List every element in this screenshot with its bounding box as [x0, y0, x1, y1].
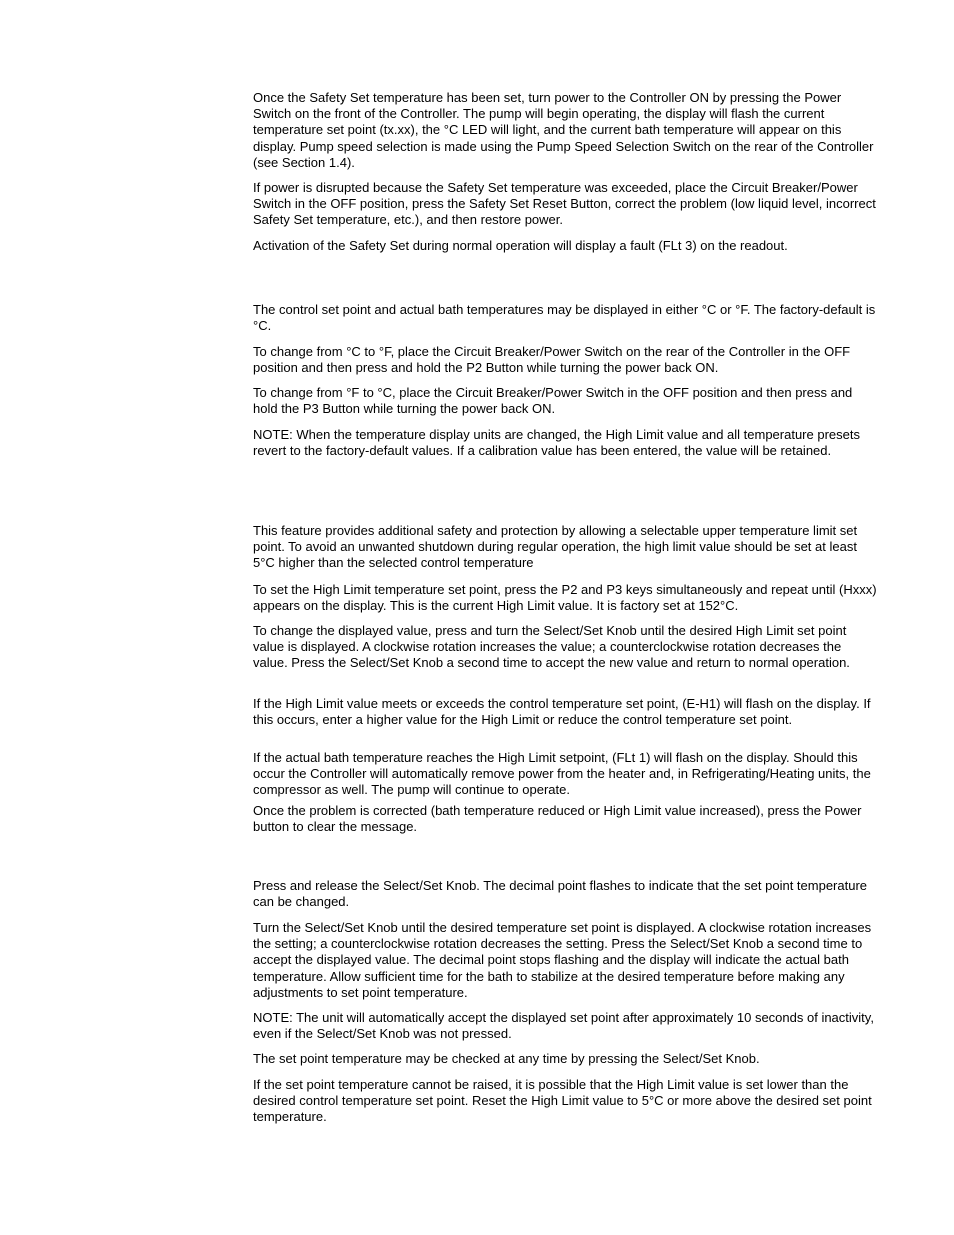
paragraph-power-on: Once the Safety Set temperature has been set, turn power to the Controller ON by pressing the Power Switch on the front of the Controller. The pump will begin operating, the display will flash the current temperature set point (tx.xx), the °C LED will light, and the current bath temperature will appear on this display. Pump speed selection is made using the Pump Speed Selection Switch on the rear of the Controller (see Section 1.4).	[253, 90, 874, 170]
paragraph-c-to-f: To change from °C to °F, place the Circuit Breaker/Power Switch on the rear of the Controller in the OFF position and then press and hold the P2 Button while turning the power back ON.	[253, 344, 851, 376]
paragraph-high-limit-set: To set the High Limit temperature set point, press the P2 and P3 keys simultaneously and repeat until (Hxxx) appears on the display. This is the current High Limit value. It is factory set at 152°C.	[253, 582, 877, 614]
paragraph-safety-set-fault: Activation of the Safety Set during normal operation will display a fault (FLt 3) on the readout.	[253, 238, 788, 253]
paragraph-power-disrupted: If power is disrupted because the Safety Set temperature was exceeded, place the Circuit Breaker/Power Switch in the OFF position, press the Safety Set Reset Button, correct the problem (low liquid level, incorrect Safety Set temperature, etc.), and then restore power.	[253, 180, 876, 228]
paragraph-auto-accept-note: NOTE: The unit will automatically accept the displayed set point after approximately 10 seconds of inactivity, even if the Select/Set Knob was not pressed.	[253, 1010, 874, 1042]
paragraph-turn-knob: Turn the Select/Set Knob until the desired temperature set point is displayed. A clockwise rotation increases the setting; a counterclockwise rotation decreases the setting. Press the Select/Set Knob a second time to accept the displayed value. The decimal point stops flashing and the display will indicate the actual bath temperature. Allow sufficient time for the bath to stabilize at the desired temperature before making any adjustments to set point temperature.	[253, 920, 872, 1000]
paragraph-f-to-c: To change from °F to °C, place the Circuit Breaker/Power Switch in the OFF position and then press and hold the P3 Button while turning the power back ON.	[253, 385, 853, 417]
paragraph-high-limit-fault: If the actual bath temperature reaches the High Limit setpoint, (FLt 1) will flash on the display. Should this occur the Controller will automatically remove power from the heater and, in Refrigerating/Heating units, the compressor as well. The pump will continue to operate.	[253, 750, 871, 798]
paragraph-units-note: NOTE: When the temperature display units are changed, the High Limit value and all temperature presets revert to the factory-default values. If a calibration value has been entered, the value will be retained.	[253, 427, 860, 459]
paragraph-check-set-point: The set point temperature may be checked at any time by pressing the Select/Set Knob.	[253, 1051, 760, 1066]
paragraph-cannot-raise: If the set point temperature cannot be raised, it is possible that the High Limit value is set lower than the desired control temperature set point. Reset the High Limit value to 5°C or more above the desired set point temperature.	[253, 1077, 872, 1125]
paragraph-press-knob: Press and release the Select/Set Knob. The decimal point flashes to indicate that the set point temperature can be changed.	[253, 878, 868, 910]
paragraph-clear-message: Once the problem is corrected (bath temperature reduced or High Limit value increased), press the Power button to clear the message.	[253, 803, 862, 835]
paragraph-high-limit-intro: This feature provides additional safety and protection by allowing a selectable upper temperature limit set point. To avoid an unwanted shutdown during regular operation, the high limit value should be set at least 5°C higher than the selected control temperature	[253, 523, 858, 571]
paragraph-high-limit-error: If the High Limit value meets or exceeds the control temperature set point, (E-H1) will flash on the display. If this occurs, enter a higher value for the High Limit or reduce the control temperature set point.	[253, 696, 871, 728]
paragraph-display-units: The control set point and actual bath temperatures may be displayed in either °C or °F. The factory-default is °C.	[253, 302, 876, 334]
paragraph-high-limit-change: To change the displayed value, press and turn the Select/Set Knob until the desired High Limit set point value is displayed. A clockwise rotation increases the value; a counterclockwise rotation decreases the value. Press the Select/Set Knob a second time to accept the new value and return to normal operation.	[253, 623, 850, 671]
